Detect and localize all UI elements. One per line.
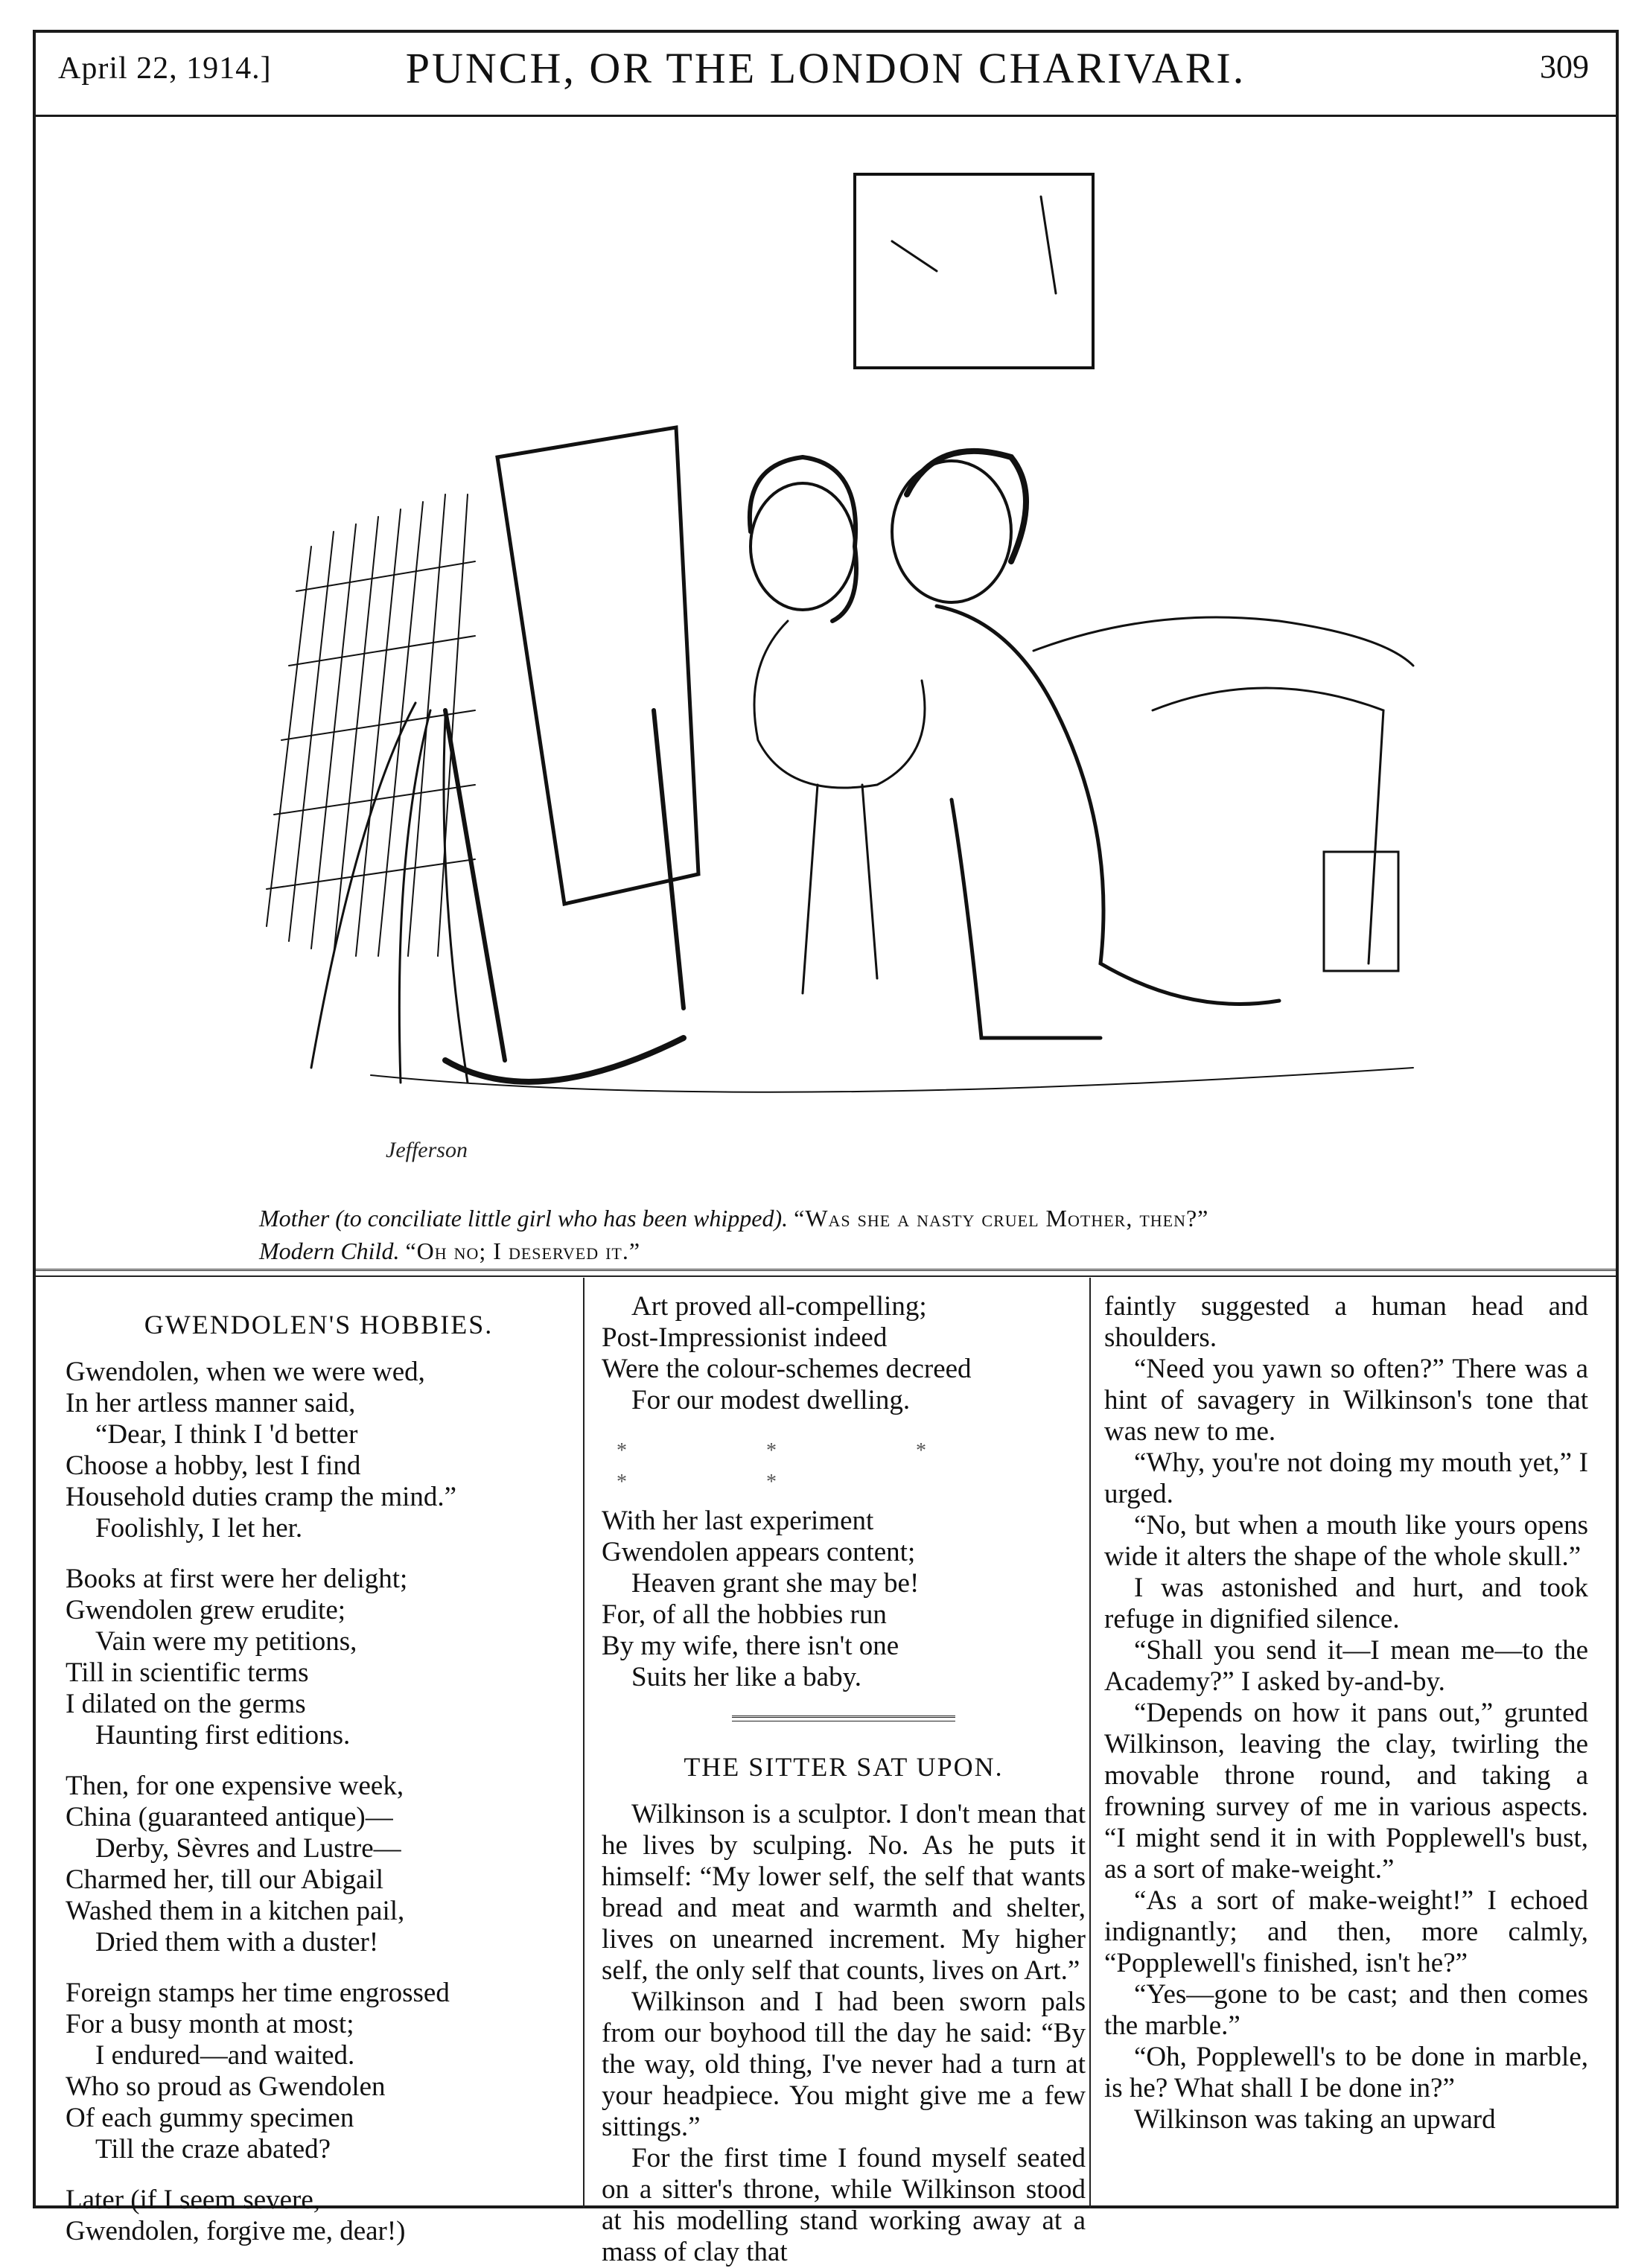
poem-line: Books at first were her delight; bbox=[66, 1564, 408, 1594]
poem-line: Charmed her, till our Abigail bbox=[66, 1864, 384, 1895]
poem-line: Who so proud as Gwendolen bbox=[66, 2071, 386, 2102]
poem-line: Gwendolen, when we were wed, bbox=[66, 1357, 425, 1387]
page-number: 309 bbox=[1540, 48, 1589, 85]
poem-line: Suits her like a baby. bbox=[631, 1662, 861, 1692]
article-paragraph: Wilkinson is a sculptor. I don't mean that he lives by sculping. No. As he puts it himself: “My lower self, the self that wants bread and meat and warmth and shelter, lives on unearned increment. My higher self, the only self that counts, lives on Art.” bbox=[602, 1799, 1086, 1986]
caption-speaker-mother: Mother (to conciliate little girl who has been whipped). bbox=[259, 1205, 789, 1232]
poem-line: I dilated on the germs bbox=[66, 1689, 306, 1719]
poem-line: Foreign stamps her time engrossed bbox=[66, 1978, 450, 2008]
poem-line: Dried them with a duster! bbox=[95, 1927, 379, 1958]
poem-line: Gwendolen grew erudite; bbox=[66, 1595, 346, 1625]
cartoon-illustration bbox=[222, 144, 1443, 1187]
article-paragraph: Wilkinson and I had been sworn pals from our boyhood till the day he said: “By the way, old thing, I've never had a turn at your headpiece. You might give me a few sittings.” bbox=[602, 1987, 1086, 2142]
article-paragraph: “No, but when a mouth like yours opens wide it alters the shape of the whole skull.” bbox=[1104, 1510, 1588, 1572]
poem-line: Heaven grant she may be! bbox=[631, 1568, 920, 1599]
poem-line: Foolishly, I let her. bbox=[95, 1513, 303, 1544]
poem-stanza bbox=[602, 1291, 1086, 1416]
artist-signature: Jefferson bbox=[386, 1138, 468, 1162]
column-2 bbox=[602, 1291, 1086, 2268]
section-divider bbox=[36, 1269, 1616, 1277]
article-paragraph: I was astonished and hurt, and took refuge in dignified silence. bbox=[1104, 1573, 1588, 1634]
poem-line: For, of all the hobbies run bbox=[602, 1599, 887, 1630]
poem-stanza bbox=[66, 1357, 572, 1544]
caption-speaker-child: Modern Child. bbox=[259, 1237, 400, 1264]
poem-title: GWENDOLEN'S HOBBIES. bbox=[144, 1310, 494, 1340]
article-paragraph: “Oh, Popplewell's to be done in marble, is he? What shall I be done in?” bbox=[1104, 2042, 1588, 2103]
poem-stanza bbox=[66, 1771, 572, 1958]
poem-stanza bbox=[66, 2185, 572, 2247]
poem-line: Household duties cramp the mind.” bbox=[66, 1482, 457, 1512]
article-paragraph: Wilkinson was taking an upward bbox=[1134, 2104, 1496, 2135]
poem-line: In her artless manner said, bbox=[66, 1388, 356, 1418]
article-paragraph: “Depends on how it pans out,” grunted Wilkinson, leaving the clay, twirling the movable throne round, and taking a frowning survey of me in various aspects. “I might send it in with Popplewell's bust, as a sort of make-weight.” bbox=[1104, 1698, 1588, 1885]
article-title: THE SITTER SAT UPON. bbox=[684, 1752, 1004, 1782]
poem-line: I endured—and waited. bbox=[95, 2040, 355, 2071]
poem-line: Vain were my petitions, bbox=[95, 1626, 357, 1657]
poem-line: Gwendolen appears content; bbox=[602, 1537, 916, 1567]
article-body-col3 bbox=[1104, 1291, 1588, 2135]
poem-line: Till in scientific terms bbox=[66, 1657, 309, 1688]
cartoon-caption bbox=[259, 1202, 1450, 1267]
poem-stanza bbox=[66, 1564, 572, 1751]
page-header bbox=[36, 33, 1616, 117]
article-paragraph: “Why, you're not doing my mouth yet,” I urged. bbox=[1104, 1447, 1588, 1509]
poem-line: Post-Impressionist indeed bbox=[602, 1322, 888, 1353]
poem-line: Art proved all-compelling; bbox=[631, 1291, 927, 1322]
poem-line: Haunting first editions. bbox=[95, 1720, 351, 1751]
column-3 bbox=[1104, 1291, 1588, 2135]
caption-quote-mother: “Was she a nasty cruel Mother, then?” bbox=[794, 1205, 1209, 1232]
poem-line: For our modest dwelling. bbox=[631, 1385, 911, 1415]
article-body-col2 bbox=[602, 1799, 1086, 2268]
article-paragraph: “Shall you send it—I mean me—to the Academy?” I asked by-and-by. bbox=[1104, 1635, 1588, 1697]
publication-title: PUNCH, OR THE LONDON CHARIVARI. bbox=[405, 44, 1246, 92]
poem-line: For a busy month at most; bbox=[66, 2009, 354, 2039]
column-divider bbox=[583, 1278, 584, 2208]
column-divider bbox=[1089, 1278, 1091, 2208]
issue-date: April 22, 1914.] bbox=[58, 51, 272, 86]
article-paragraph: For the first time I found myself seated on a sitter's throne, while Wilkinson stood at his modelling stand working away at a mass of clay that bbox=[602, 2143, 1086, 2267]
article-paragraph: “As a sort of make-weight!” I echoed indignantly; and then, more calmly, “Popplewell's finished, isn't he?” bbox=[1104, 1885, 1588, 1978]
poem-line: Derby, Sèvres and Lustre— bbox=[95, 1833, 401, 1864]
poem-column-1 bbox=[66, 1284, 572, 2267]
poem-line: Later (if I seem severe, bbox=[66, 2185, 321, 2215]
poem-stanza bbox=[602, 1506, 1086, 1693]
poem-line: Choose a hobby, lest I find bbox=[66, 1450, 361, 1481]
poem-line: Gwendolen, forgive me, dear!) bbox=[66, 2216, 406, 2246]
poem-line: “Dear, I think I 'd better bbox=[95, 1419, 358, 1450]
poem-line: Washed them in a kitchen pail, bbox=[66, 1896, 405, 1926]
poem-line: Then, for one expensive week, bbox=[66, 1771, 404, 1801]
poem-line: Were the colour-schemes decreed bbox=[602, 1354, 972, 1384]
poem-line: Till the craze abated? bbox=[95, 2134, 331, 2165]
newspaper-page bbox=[33, 30, 1619, 2267]
article-paragraph: faintly suggested a human head and shoulders. bbox=[1104, 1291, 1588, 1353]
caption-quote-child: “Oh no; I deserved it.” bbox=[405, 1237, 641, 1264]
poem-line: By my wife, there isn't one bbox=[602, 1631, 899, 1661]
poem-line: China (guaranteed antique)— bbox=[66, 1802, 393, 1832]
article-paragraph: “Need you yawn so often?” There was a hint of savagery in Wilkinson's tone that was new to me. bbox=[1104, 1354, 1588, 1447]
article-paragraph: “Yes—gone to be cast; and then comes the marble.” bbox=[1104, 1979, 1588, 2041]
poem-stanza bbox=[66, 1978, 572, 2165]
section-stars: * * * * * bbox=[617, 1439, 993, 1494]
poem-line: Of each gummy specimen bbox=[66, 2103, 354, 2133]
poem-line: With her last experiment bbox=[602, 1506, 874, 1536]
article-separator bbox=[732, 1716, 955, 1721]
